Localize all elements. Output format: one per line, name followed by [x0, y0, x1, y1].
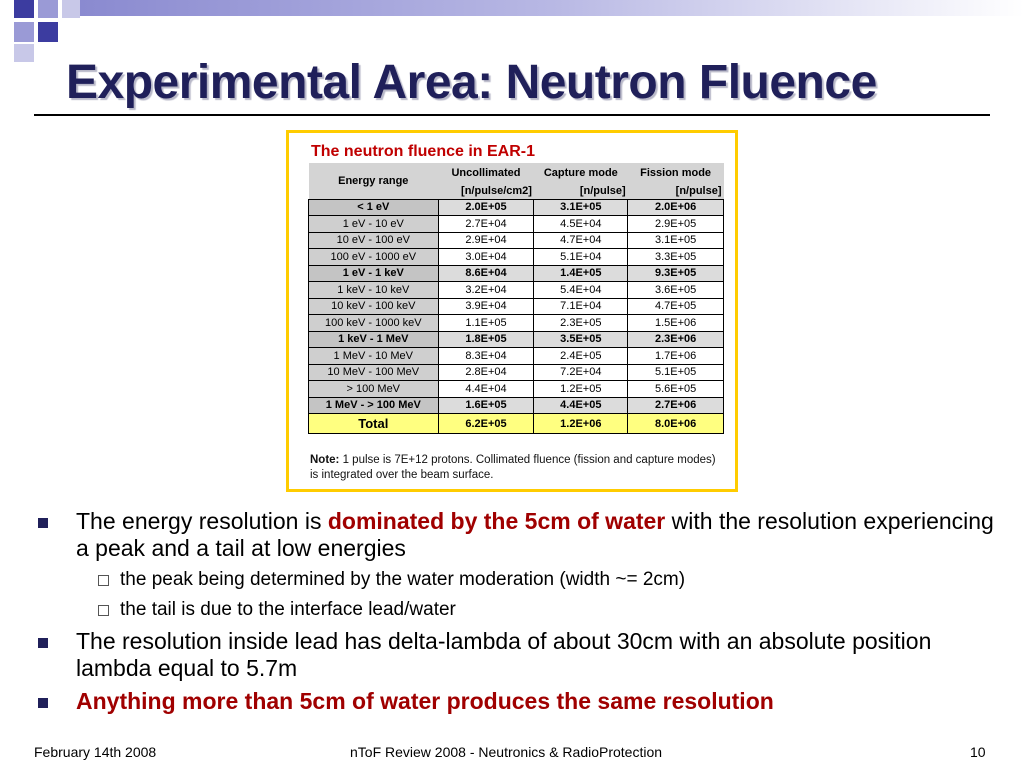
capture-cell: 4.5E+04	[534, 216, 628, 233]
energy-range-cell: 1 eV - 1 keV	[309, 265, 439, 282]
energy-range-cell: 10 keV - 100 keV	[309, 298, 439, 315]
table-row	[309, 265, 724, 282]
figure-title: The neutron fluence in EAR-1	[311, 143, 536, 160]
capture-cell: 4.4E+05	[534, 397, 628, 414]
figure-note	[310, 453, 720, 483]
fission-cell: 1.7E+06	[628, 348, 724, 365]
capture-cell: 5.4E+04	[534, 282, 628, 299]
bullet-text: The energy resolution is	[76, 508, 328, 534]
table-row	[309, 414, 724, 434]
capture-cell: 3.5E+05	[534, 331, 628, 348]
table-row	[309, 397, 724, 414]
capture-cell: 7.2E+04	[534, 364, 628, 381]
bullet-item	[38, 508, 998, 562]
note-label: Note:	[310, 454, 340, 466]
header-unit-uncollimated: [n/pulse/cm2]	[438, 183, 534, 199]
energy-range-cell: 1 keV - 10 keV	[309, 282, 439, 299]
hollow-square-bullet-icon	[98, 575, 109, 586]
energy-range-cell: 1 MeV - > 100 MeV	[309, 397, 439, 414]
uncollimated-cell: 4.4E+04	[438, 381, 534, 398]
fission-cell: 1.5E+06	[628, 315, 724, 332]
energy-range-cell: 1 MeV - 10 MeV	[309, 348, 439, 365]
decor-square	[38, 22, 58, 42]
capture-cell: 1.2E+06	[534, 414, 628, 434]
bullet-text: The resolution inside lead has delta-lambda of about 30cm with an absolute position lambda equal to 5.7m	[76, 628, 932, 681]
fission-cell: 3.1E+05	[628, 232, 724, 249]
capture-cell: 4.7E+04	[534, 232, 628, 249]
footer-date: February 14th 2008	[34, 744, 157, 760]
bullet-emphasis: dominated by the 5cm of water	[327, 508, 666, 534]
capture-cell: 1.4E+05	[534, 265, 628, 282]
table-row	[309, 364, 724, 381]
table-row	[309, 331, 724, 348]
header-fission-mode: Fission mode	[628, 163, 724, 183]
table-row	[309, 381, 724, 398]
uncollimated-cell: 2.0E+05	[438, 199, 534, 216]
energy-range-cell: 1 eV - 10 eV	[309, 216, 439, 233]
hollow-square-bullet-icon	[98, 605, 109, 616]
fission-cell: 4.7E+05	[628, 298, 724, 315]
energy-range-cell: Total	[309, 414, 439, 434]
uncollimated-cell: 3.0E+04	[438, 249, 534, 266]
fission-cell: 9.3E+05	[628, 265, 724, 282]
decor-square	[14, 44, 34, 62]
fission-cell: 5.6E+05	[628, 381, 724, 398]
header-uncollimated: Uncollimated	[438, 163, 534, 183]
decor-square	[14, 22, 34, 42]
uncollimated-cell: 3.9E+04	[438, 298, 534, 315]
table-row	[309, 282, 724, 299]
sub-bullet-text: the peak being determined by the water moderation (width ~= 2cm)	[120, 569, 686, 590]
uncollimated-cell: 8.3E+04	[438, 348, 534, 365]
bullet-item	[38, 628, 998, 682]
energy-range-cell: < 1 eV	[309, 199, 439, 216]
fission-cell: 3.6E+05	[628, 282, 724, 299]
fission-cell: 2.3E+06	[628, 331, 724, 348]
uncollimated-cell: 2.9E+04	[438, 232, 534, 249]
fluence-table	[308, 163, 724, 434]
decor-square	[38, 0, 58, 18]
header-gradient-bar	[80, 0, 1024, 16]
table-row	[309, 232, 724, 249]
square-bullet-icon	[38, 698, 48, 708]
bullet-item	[38, 688, 998, 715]
capture-cell: 2.4E+05	[534, 348, 628, 365]
fission-cell: 3.3E+05	[628, 249, 724, 266]
table-row	[309, 216, 724, 233]
capture-cell: 3.1E+05	[534, 199, 628, 216]
energy-range-cell: 10 MeV - 100 MeV	[309, 364, 439, 381]
footer-page-number: 10	[970, 744, 986, 760]
table-row	[309, 298, 724, 315]
sub-bullet-item	[38, 568, 998, 592]
uncollimated-cell: 1.6E+05	[438, 397, 534, 414]
bullet-text: with the resolution experiencing a peak and a tail at low energies	[76, 508, 994, 561]
header-unit-capture: [n/pulse]	[534, 183, 628, 199]
header-energy-range: Energy range	[309, 163, 439, 199]
table-row	[309, 315, 724, 332]
uncollimated-cell: 1.1E+05	[438, 315, 534, 332]
capture-cell: 7.1E+04	[534, 298, 628, 315]
decor-square	[62, 0, 80, 18]
uncollimated-cell: 2.8E+04	[438, 364, 534, 381]
capture-cell: 2.3E+05	[534, 315, 628, 332]
uncollimated-cell: 8.6E+04	[438, 265, 534, 282]
capture-cell: 1.2E+05	[534, 381, 628, 398]
bullet-text: Anything more than 5cm of water produces the same resolution	[76, 688, 774, 714]
energy-range-cell: > 100 MeV	[309, 381, 439, 398]
fluence-figure	[286, 130, 738, 492]
fission-cell: 8.0E+06	[628, 414, 724, 434]
header-capture-mode: Capture mode	[534, 163, 628, 183]
energy-range-cell: 100 eV - 1000 eV	[309, 249, 439, 266]
sub-bullet-text: the tail is due to the interface lead/water	[120, 599, 456, 620]
square-bullet-icon	[38, 638, 48, 648]
slide-title: Experimental Area: Neutron Fluence	[66, 56, 877, 109]
energy-range-cell: 100 keV - 1000 keV	[309, 315, 439, 332]
uncollimated-cell: 3.2E+04	[438, 282, 534, 299]
table-row	[309, 199, 724, 216]
uncollimated-cell: 2.7E+04	[438, 216, 534, 233]
uncollimated-cell: 1.8E+05	[438, 331, 534, 348]
table-row	[309, 348, 724, 365]
square-bullet-icon	[38, 518, 48, 528]
uncollimated-cell: 6.2E+05	[438, 414, 534, 434]
energy-range-cell: 1 keV - 1 MeV	[309, 331, 439, 348]
header-unit-fission: [n/pulse]	[628, 183, 724, 199]
table-row	[309, 249, 724, 266]
title-underline	[34, 114, 990, 116]
bullet-list	[38, 508, 998, 721]
fission-cell: 2.0E+06	[628, 199, 724, 216]
fission-cell: 2.9E+05	[628, 216, 724, 233]
energy-range-cell: 10 eV - 100 eV	[309, 232, 439, 249]
footer-center: nToF Review 2008 - Neutronics & RadioProtection	[350, 744, 663, 760]
fission-cell: 5.1E+05	[628, 364, 724, 381]
note-text: 1 pulse is 7E+12 protons. Collimated fluence (fission and capture modes) is integrated over the beam surface.	[310, 454, 716, 481]
decor-square	[14, 0, 34, 18]
capture-cell: 5.1E+04	[534, 249, 628, 266]
sub-bullet-item	[38, 598, 998, 622]
fission-cell: 2.7E+06	[628, 397, 724, 414]
